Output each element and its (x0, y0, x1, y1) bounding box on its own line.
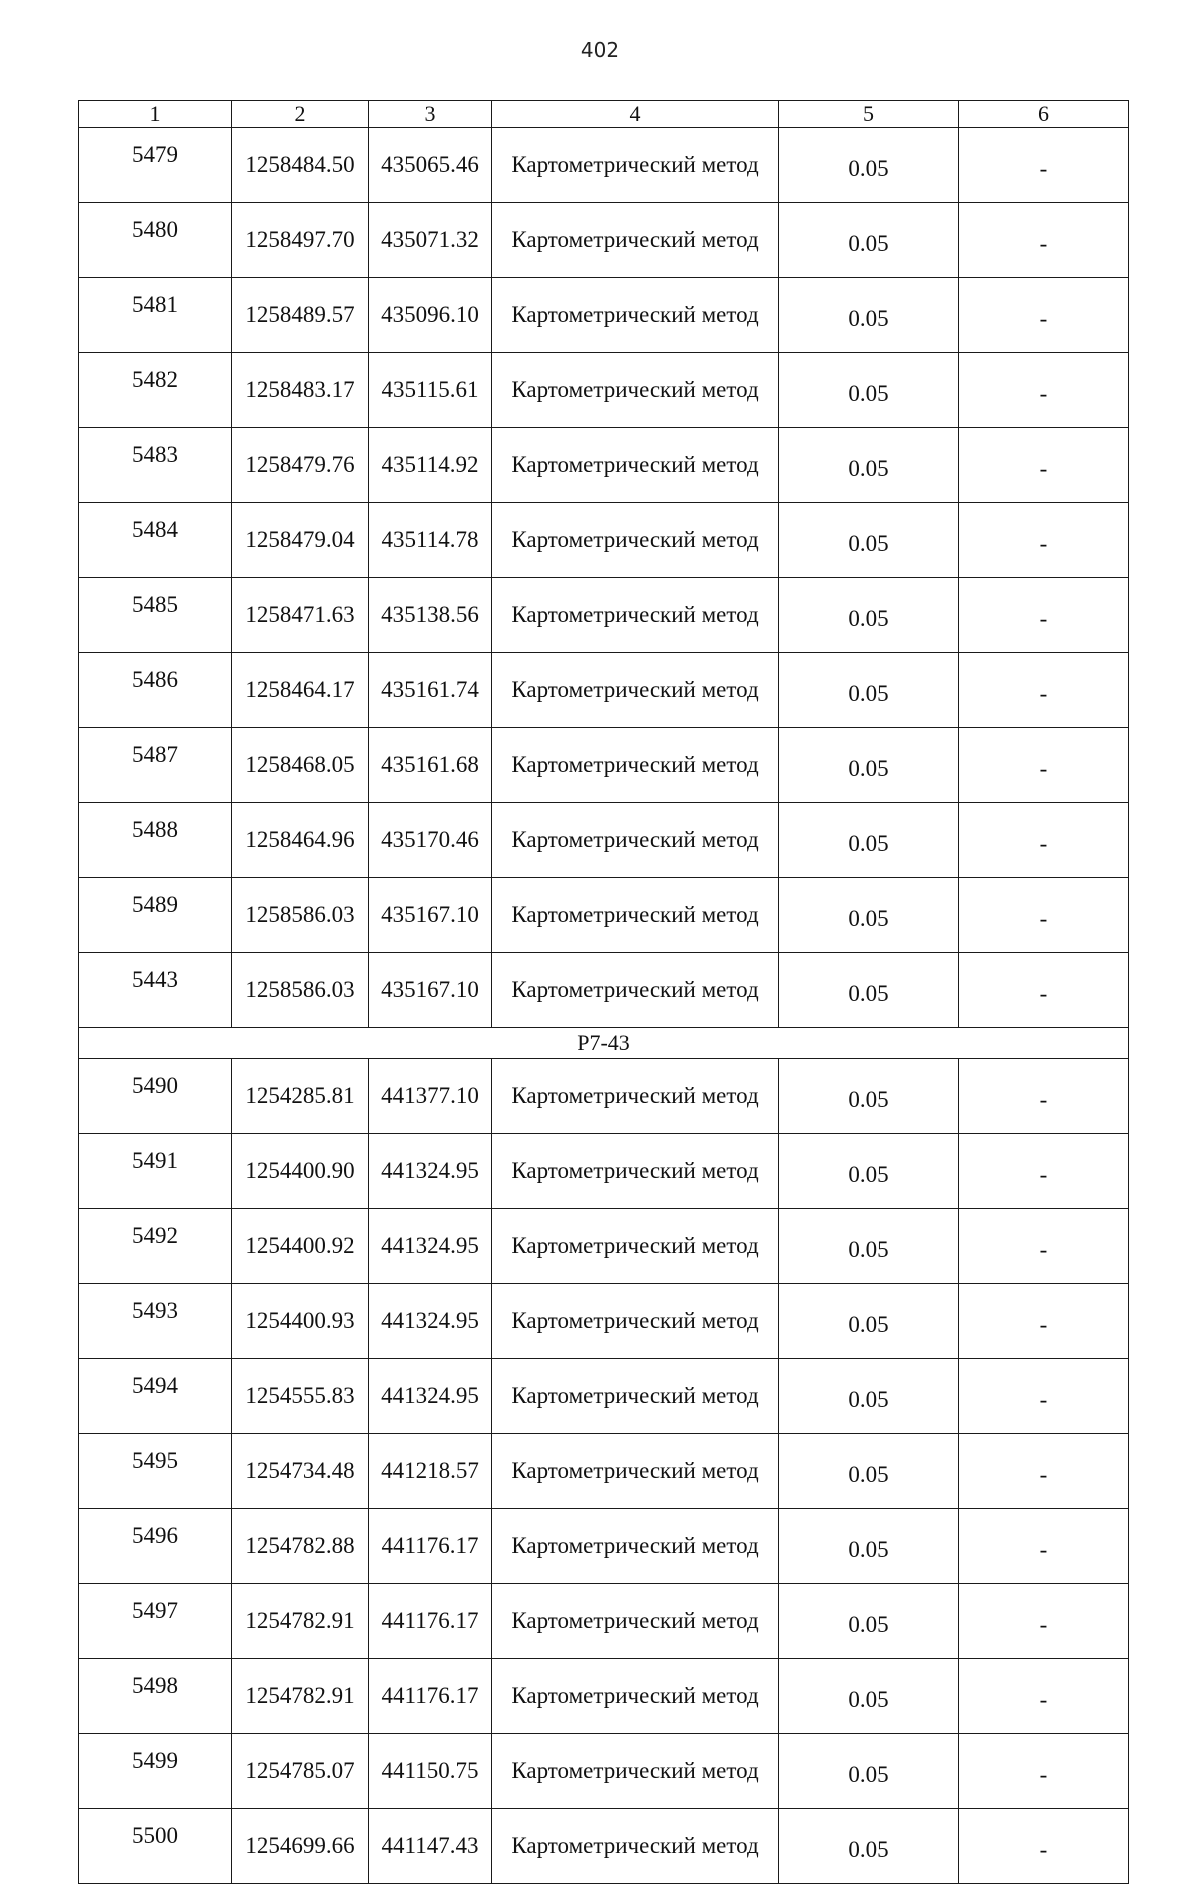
x-coordinate-cell: 1258479.04 (232, 503, 369, 578)
y-coordinate-cell: 441176.17 (369, 1584, 492, 1659)
table-row (79, 278, 1129, 353)
note-cell: - (959, 1134, 1129, 1209)
point-number-cell: 5493 (79, 1284, 232, 1359)
method-cell: Картометрический метод (492, 1209, 779, 1284)
error-cell: 0.05 (779, 1659, 959, 1734)
error-cell: 0.05 (779, 803, 959, 878)
y-coordinate-cell: 435114.92 (369, 428, 492, 503)
table-row (79, 1134, 1129, 1209)
table-row (79, 1734, 1129, 1809)
error-cell: 0.05 (779, 1209, 959, 1284)
method-cell: Картометрический метод (492, 1359, 779, 1434)
x-coordinate-cell: 1258586.03 (232, 953, 369, 1028)
table-row (79, 1209, 1129, 1284)
error-cell: 0.05 (779, 1434, 959, 1509)
point-number-cell: 5483 (79, 428, 232, 503)
note-cell: - (959, 1359, 1129, 1434)
method-cell: Картометрический метод (492, 1134, 779, 1209)
point-number-cell: 5443 (79, 953, 232, 1028)
method-cell: Картометрический метод (492, 1284, 779, 1359)
x-coordinate-cell: 1258479.76 (232, 428, 369, 503)
note-cell: - (959, 203, 1129, 278)
note-cell: - (959, 128, 1129, 203)
point-number-cell: 5487 (79, 728, 232, 803)
method-cell: Картометрический метод (492, 428, 779, 503)
note-cell: - (959, 1809, 1129, 1884)
table-row (79, 1059, 1129, 1134)
y-coordinate-cell: 435065.46 (369, 128, 492, 203)
x-coordinate-cell: 1254785.07 (232, 1734, 369, 1809)
point-number-cell: 5485 (79, 578, 232, 653)
y-coordinate-cell: 441324.95 (369, 1284, 492, 1359)
point-number-cell: 5491 (79, 1134, 232, 1209)
error-cell: 0.05 (779, 578, 959, 653)
x-coordinate-cell: 1258471.63 (232, 578, 369, 653)
point-number-cell: 5499 (79, 1734, 232, 1809)
column-header-2: 2 (232, 101, 369, 128)
x-coordinate-cell: 1254555.83 (232, 1359, 369, 1434)
column-header-6: 6 (959, 101, 1129, 128)
x-coordinate-cell: 1258483.17 (232, 353, 369, 428)
column-header-3: 3 (369, 101, 492, 128)
method-cell: Картометрический метод (492, 1434, 779, 1509)
error-cell: 0.05 (779, 953, 959, 1028)
y-coordinate-cell: 435161.68 (369, 728, 492, 803)
error-cell: 0.05 (779, 1584, 959, 1659)
note-cell: - (959, 728, 1129, 803)
table-row (79, 803, 1129, 878)
table-row (79, 953, 1129, 1028)
y-coordinate-cell: 435167.10 (369, 878, 492, 953)
x-coordinate-cell: 1258484.50 (232, 128, 369, 203)
method-cell: Картометрический метод (492, 503, 779, 578)
point-number-cell: 5497 (79, 1584, 232, 1659)
note-cell: - (959, 953, 1129, 1028)
point-number-cell: 5484 (79, 503, 232, 578)
method-cell: Картометрический метод (492, 353, 779, 428)
note-cell: - (959, 803, 1129, 878)
note-cell: - (959, 1584, 1129, 1659)
y-coordinate-cell: 441377.10 (369, 1059, 492, 1134)
x-coordinate-cell: 1258497.70 (232, 203, 369, 278)
x-coordinate-cell: 1254400.90 (232, 1134, 369, 1209)
point-number-cell: 5498 (79, 1659, 232, 1734)
table-row (79, 203, 1129, 278)
method-cell: Картометрический метод (492, 128, 779, 203)
method-cell: Картометрический метод (492, 1584, 779, 1659)
table-row (79, 1509, 1129, 1584)
note-cell: - (959, 1434, 1129, 1509)
column-header-1: 1 (79, 101, 232, 128)
y-coordinate-cell: 441176.17 (369, 1509, 492, 1584)
method-cell: Картометрический метод (492, 1734, 779, 1809)
error-cell: 0.05 (779, 1059, 959, 1134)
error-cell: 0.05 (779, 203, 959, 278)
y-coordinate-cell: 435167.10 (369, 953, 492, 1028)
x-coordinate-cell: 1254782.88 (232, 1509, 369, 1584)
table-row (79, 1659, 1129, 1734)
method-cell: Картометрический метод (492, 203, 779, 278)
point-number-cell: 5489 (79, 878, 232, 953)
x-coordinate-cell: 1258586.03 (232, 878, 369, 953)
error-cell: 0.05 (779, 728, 959, 803)
point-number-cell: 5480 (79, 203, 232, 278)
table-row (79, 503, 1129, 578)
y-coordinate-cell: 435161.74 (369, 653, 492, 728)
note-cell: - (959, 1209, 1129, 1284)
y-coordinate-cell: 435170.46 (369, 803, 492, 878)
y-coordinate-cell: 441324.95 (369, 1359, 492, 1434)
point-number-cell: 5492 (79, 1209, 232, 1284)
error-cell: 0.05 (779, 278, 959, 353)
x-coordinate-cell: 1254400.92 (232, 1209, 369, 1284)
point-number-cell: 5490 (79, 1059, 232, 1134)
error-cell: 0.05 (779, 1809, 959, 1884)
table-row (79, 728, 1129, 803)
note-cell: - (959, 1734, 1129, 1809)
y-coordinate-cell: 435138.56 (369, 578, 492, 653)
note-cell: - (959, 428, 1129, 503)
table-row (79, 1809, 1129, 1884)
column-header-5: 5 (779, 101, 959, 128)
note-cell: - (959, 578, 1129, 653)
error-cell: 0.05 (779, 1734, 959, 1809)
y-coordinate-cell: 435071.32 (369, 203, 492, 278)
note-cell: - (959, 653, 1129, 728)
table-row (79, 428, 1129, 503)
y-coordinate-cell: 435096.10 (369, 278, 492, 353)
note-cell: - (959, 503, 1129, 578)
table-row (79, 878, 1129, 953)
method-cell: Картометрический метод (492, 1509, 779, 1584)
x-coordinate-cell: 1258464.17 (232, 653, 369, 728)
point-number-cell: 5496 (79, 1509, 232, 1584)
method-cell: Картометрический метод (492, 878, 779, 953)
table-row (79, 653, 1129, 728)
section-row (79, 1028, 1129, 1059)
page-number: 402 (580, 38, 620, 62)
method-cell: Картометрический метод (492, 653, 779, 728)
note-cell: - (959, 1284, 1129, 1359)
section-label: P7-43 (79, 1028, 1129, 1059)
method-cell: Картометрический метод (492, 1659, 779, 1734)
method-cell: Картометрический метод (492, 953, 779, 1028)
table-row (79, 128, 1129, 203)
x-coordinate-cell: 1254400.93 (232, 1284, 369, 1359)
note-cell: - (959, 1059, 1129, 1134)
table-row (79, 1584, 1129, 1659)
method-cell: Картометрический метод (492, 803, 779, 878)
method-cell: Картометрический метод (492, 1809, 779, 1884)
point-number-cell: 5494 (79, 1359, 232, 1434)
table-body (79, 101, 1129, 1884)
y-coordinate-cell: 441150.75 (369, 1734, 492, 1809)
method-cell: Картометрический метод (492, 1059, 779, 1134)
point-number-cell: 5482 (79, 353, 232, 428)
point-number-cell: 5500 (79, 1809, 232, 1884)
y-coordinate-cell: 441147.43 (369, 1809, 492, 1884)
y-coordinate-cell: 441324.95 (369, 1134, 492, 1209)
table-row (79, 1284, 1129, 1359)
x-coordinate-cell: 1254285.81 (232, 1059, 369, 1134)
y-coordinate-cell: 435114.78 (369, 503, 492, 578)
table-row (79, 1359, 1129, 1434)
method-cell: Картометрический метод (492, 728, 779, 803)
error-cell: 0.05 (779, 653, 959, 728)
error-cell: 0.05 (779, 1134, 959, 1209)
x-coordinate-cell: 1254782.91 (232, 1584, 369, 1659)
error-cell: 0.05 (779, 428, 959, 503)
note-cell: - (959, 353, 1129, 428)
coordinates-table (78, 100, 1129, 1884)
error-cell: 0.05 (779, 503, 959, 578)
method-cell: Картометрический метод (492, 578, 779, 653)
x-coordinate-cell: 1254734.48 (232, 1434, 369, 1509)
y-coordinate-cell: 435115.61 (369, 353, 492, 428)
y-coordinate-cell: 441176.17 (369, 1659, 492, 1734)
table-row (79, 353, 1129, 428)
point-number-cell: 5495 (79, 1434, 232, 1509)
x-coordinate-cell: 1258489.57 (232, 278, 369, 353)
error-cell: 0.05 (779, 1284, 959, 1359)
error-cell: 0.05 (779, 1509, 959, 1584)
y-coordinate-cell: 441218.57 (369, 1434, 492, 1509)
column-header-4: 4 (492, 101, 779, 128)
note-cell: - (959, 878, 1129, 953)
error-cell: 0.05 (779, 353, 959, 428)
note-cell: - (959, 1509, 1129, 1584)
table-row (79, 578, 1129, 653)
method-cell: Картометрический метод (492, 278, 779, 353)
point-number-cell: 5479 (79, 128, 232, 203)
error-cell: 0.05 (779, 878, 959, 953)
table-row (79, 1434, 1129, 1509)
error-cell: 0.05 (779, 128, 959, 203)
x-coordinate-cell: 1254699.66 (232, 1809, 369, 1884)
point-number-cell: 5481 (79, 278, 232, 353)
y-coordinate-cell: 441324.95 (369, 1209, 492, 1284)
error-cell: 0.05 (779, 1359, 959, 1434)
point-number-cell: 5488 (79, 803, 232, 878)
column-number-row (79, 101, 1129, 128)
point-number-cell: 5486 (79, 653, 232, 728)
note-cell: - (959, 278, 1129, 353)
x-coordinate-cell: 1258468.05 (232, 728, 369, 803)
x-coordinate-cell: 1254782.91 (232, 1659, 369, 1734)
note-cell: - (959, 1659, 1129, 1734)
x-coordinate-cell: 1258464.96 (232, 803, 369, 878)
